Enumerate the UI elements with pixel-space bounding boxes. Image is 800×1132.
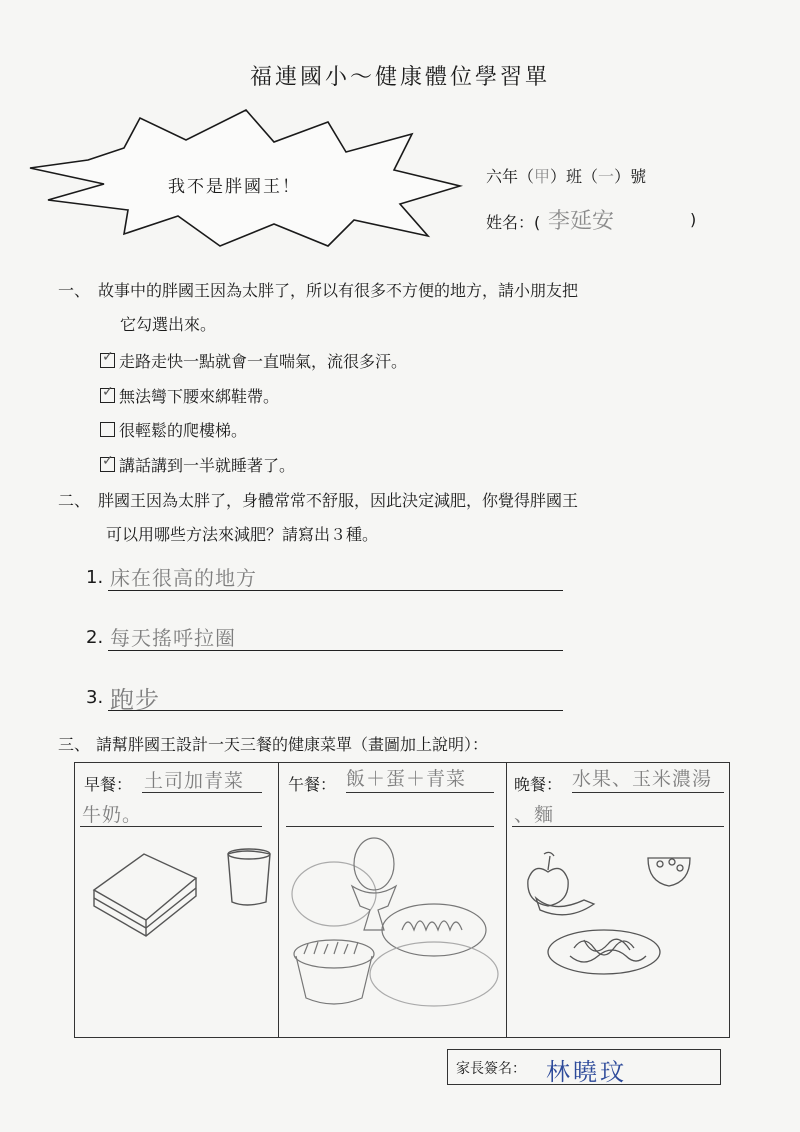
dinner-label: 晚餐： bbox=[514, 775, 563, 794]
q1-option bbox=[100, 418, 247, 441]
q1-checkbox[interactable] bbox=[100, 422, 115, 437]
number-label: ）號 bbox=[614, 167, 647, 186]
breakfast-line bbox=[80, 826, 262, 827]
check-mark-icon: ✓ bbox=[102, 453, 114, 469]
answer-text: 床在很高的地方 bbox=[110, 566, 257, 590]
q2-line1: 胖國王因為太胖了，身體常常不舒服，因此決定減肥，你覺得胖國王 bbox=[98, 491, 579, 510]
answer-line bbox=[108, 650, 563, 651]
q1-option bbox=[100, 453, 295, 476]
q1-number: 一、 bbox=[58, 281, 91, 300]
answer-line bbox=[108, 590, 563, 591]
signature-label: 家長簽名： bbox=[456, 1061, 526, 1077]
q1-option-text: 講話講到一半就睡著了。 bbox=[119, 456, 296, 475]
dinner-line bbox=[572, 792, 724, 793]
q2-number: 二、 bbox=[58, 491, 91, 510]
answer-number: 1. bbox=[86, 567, 104, 588]
q1-option-text: 無法彎下腰來綁鞋帶。 bbox=[119, 387, 280, 406]
page-title: 福連國小～健康體位學習單 bbox=[249, 65, 550, 90]
q3-text: 請幫胖國王設計一天三餐的健康菜單（畫圖加上說明）： bbox=[96, 735, 489, 754]
answer-line bbox=[108, 710, 563, 711]
dinner-line1: 水果、玉米濃湯 bbox=[572, 768, 713, 790]
q1-option bbox=[100, 384, 279, 407]
column-divider bbox=[278, 762, 279, 1038]
fruit-soup-noodles-drawing-icon bbox=[514, 840, 724, 990]
name-close: ) bbox=[690, 210, 697, 229]
grade-label: 六年（ bbox=[486, 167, 535, 186]
lunch-label: 午餐： bbox=[288, 775, 337, 794]
q1-line2: 它勾選出來。 bbox=[120, 315, 217, 334]
breakfast-label: 早餐： bbox=[84, 775, 133, 794]
q1-checkbox[interactable] bbox=[100, 453, 115, 472]
burst-title: 我不是胖國王！ bbox=[168, 177, 301, 197]
q1-line1: 故事中的胖國王因為太胖了，所以有很多不方便的地方，請小朋友把 bbox=[98, 281, 579, 300]
check-mark-icon: ✓ bbox=[102, 349, 114, 365]
q3-number: 三、 bbox=[58, 735, 91, 754]
lunch-line bbox=[346, 792, 494, 793]
q1-checkbox[interactable] bbox=[100, 349, 115, 368]
class-label: ）班（ bbox=[550, 167, 599, 186]
breakfast-line bbox=[142, 792, 262, 793]
rice-egg-vegetables-drawing-icon bbox=[284, 834, 500, 1014]
lunch-line bbox=[286, 826, 494, 827]
toast-milk-drawing-icon bbox=[84, 840, 274, 950]
answer-number: 3. bbox=[86, 687, 104, 708]
q1-checkbox[interactable] bbox=[100, 384, 115, 403]
q1-option-text: 很輕鬆的爬樓梯。 bbox=[119, 421, 248, 440]
column-divider bbox=[506, 762, 507, 1038]
dinner-line2: 、麵 bbox=[514, 804, 555, 826]
q2-line2: 可以用哪些方法來減肥？請寫出３種。 bbox=[106, 525, 379, 544]
student-name: 李延安 bbox=[548, 209, 615, 234]
lunch-line1: 飯＋蛋＋青菜 bbox=[346, 768, 467, 790]
dinner-line bbox=[512, 826, 724, 827]
answer-number: 2. bbox=[86, 627, 104, 648]
check-mark-icon: ✓ bbox=[102, 384, 114, 400]
answer-text: 每天搖呼拉圈 bbox=[110, 626, 236, 650]
answer-text: 跑步 bbox=[110, 686, 160, 714]
q1-option-text: 走路走快一點就會一直喘氣，流很多汗。 bbox=[119, 352, 408, 371]
number-value: 一 bbox=[598, 167, 615, 186]
signature-name: 林曉玟 bbox=[546, 1058, 627, 1086]
class-value: 甲 bbox=[534, 167, 551, 186]
class-info bbox=[486, 164, 646, 187]
q1-option bbox=[100, 349, 407, 372]
breakfast-line2: 牛奶。 bbox=[82, 804, 143, 826]
breakfast-line1: 土司加青菜 bbox=[144, 770, 245, 792]
name-label: 姓名：( bbox=[486, 213, 541, 232]
